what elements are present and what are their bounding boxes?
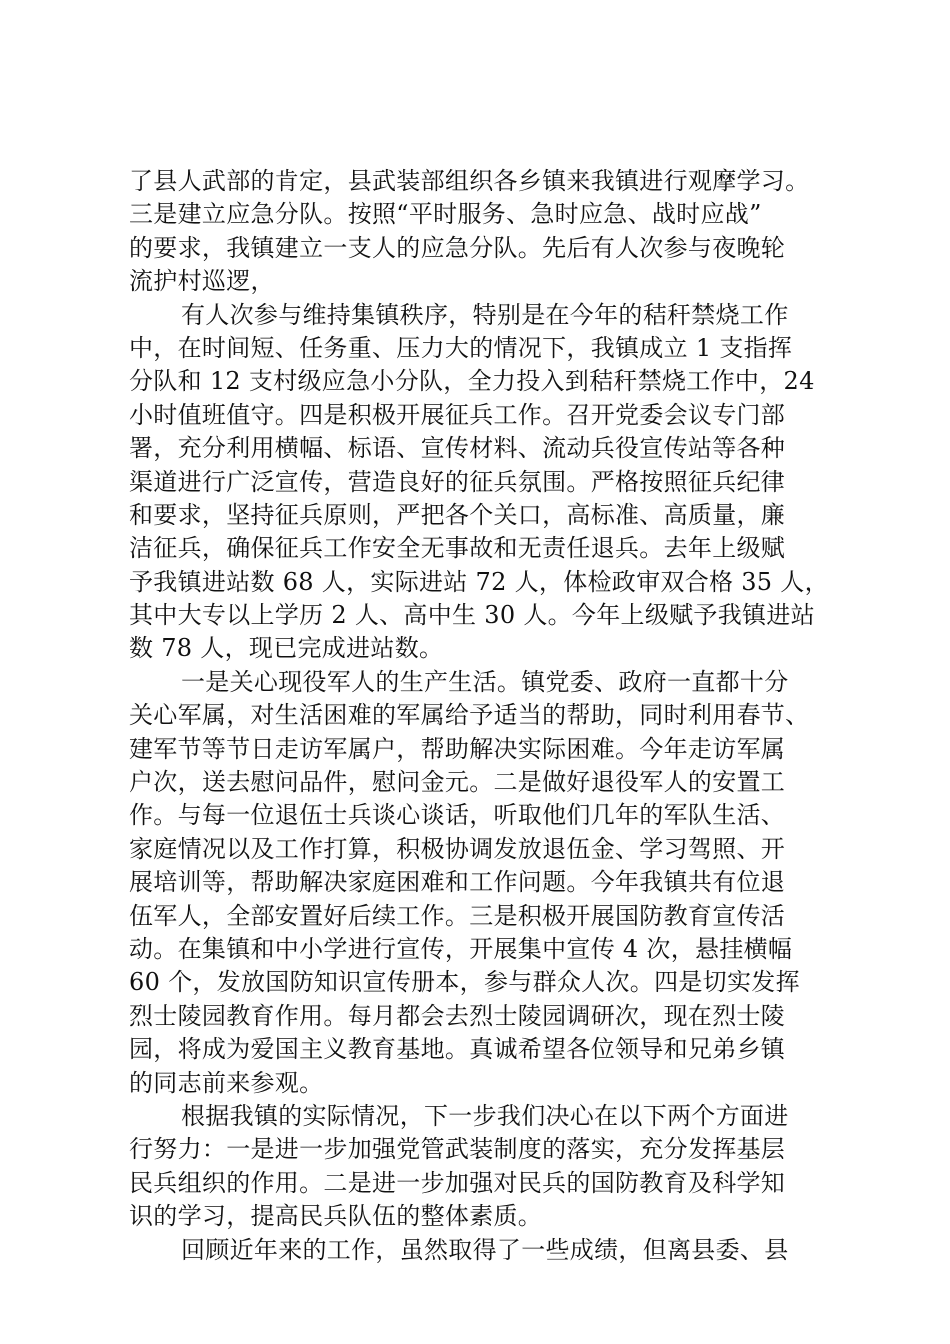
text-line: 分队和 12 支村级应急小分队，全力投入到秸秆禁烧工作中，24 — [129, 367, 815, 396]
paragraph-first-line: 根据我镇的实际情况，下一步我们决心在以下两个方面进 — [181, 1101, 789, 1130]
text-line: 予我镇进站数 68 人，实际进站 72 人，体检政审双合格 35 人， — [129, 567, 829, 596]
text-line: 民兵组织的作用。二是进一步加强对民兵的国防教育及科学知 — [129, 1168, 786, 1197]
paragraph-first-line: 一是关心现役军人的生产生活。镇党委、政府一直都十分 — [181, 667, 789, 696]
text-line: 渠道进行广泛宣传，营造良好的征兵氛围。严格按照征兵纪律 — [129, 467, 786, 496]
text-line: 作。与每一位退伍士兵谈心谈话，听取他们几年的军队生活、 — [129, 801, 786, 830]
text-line: 署，充分利用横幅、标语、宣传材料、流动兵役宣传站等各种 — [129, 434, 786, 463]
text-line: 流护村巡逻， — [129, 267, 275, 296]
paragraph-first-line: 回顾近年来的工作，虽然取得了一些成绩，但离县委、县 — [181, 1235, 789, 1264]
text-line: 关心军属，对生活困难的军属给予适当的帮助，同时利用春节、 — [129, 701, 810, 730]
paragraph-first-line: 有人次参与维持集镇秩序，特别是在今年的秸秆禁烧工作 — [181, 300, 789, 329]
text-line: 其中大专以上学历 2 人、高中生 30 人。今年上级赋予我镇进站 — [129, 601, 815, 630]
text-line: 小时值班值守。四是积极开展征兵工作。召开党委会议专门部 — [129, 400, 786, 429]
text-line: 动。在集镇和中小学进行宣传，开展集中宣传 4 次，悬挂横幅 — [129, 934, 793, 963]
text-line: 中，在时间短、任务重、压力大的情况下，我镇成立 1 支指挥 — [129, 333, 793, 362]
text-line: 展培训等，帮助解决家庭困难和工作问题。今年我镇共有位退 — [129, 868, 786, 897]
text-line: 洁征兵，确保征兵工作安全无事故和无责任退兵。去年上级赋 — [129, 534, 786, 563]
text-line: 数 78 人，现已完成进站数。 — [129, 634, 444, 663]
text-line: 户次，送去慰问品件，慰问金元。二是做好退役军人的安置工 — [129, 768, 786, 797]
text-line: 烈士陵园教育作用。每月都会去烈士陵园调研次，现在烈士陵 — [129, 1001, 786, 1030]
text-line: 的同志前来参观。 — [129, 1068, 324, 1097]
text-line: 和要求，坚持征兵原则，严把各个关口，高标准、高质量，廉 — [129, 500, 786, 529]
text-line: 的要求，我镇建立一支人的应急分队。先后有人次参与夜晚轮 — [129, 233, 786, 262]
document-body-text — [129, 165, 859, 1267]
text-line: 园，将成为爱国主义教育基地。真诚希望各位领导和兄弟乡镇 — [129, 1035, 786, 1064]
text-line: 三是建立应急分队。按照“平时服务、急时应急、战时应战” — [129, 200, 762, 229]
text-line: 了县人武部的肯定，县武装部组织各乡镇来我镇进行观摩学习。 — [129, 167, 810, 195]
text-line: 识的学习，提高民兵队伍的整体素质。 — [129, 1202, 543, 1231]
text-line: 60 个，发放国防知识宣传册本，参与群众人次。四是切实发挥 — [129, 968, 800, 997]
text-line: 家庭情况以及工作打算，积极协调发放退伍金、学习驾照、开 — [129, 834, 786, 863]
text-line: 建军节等节日走访军属户，帮助解决实际困难。今年走访军属 — [129, 734, 786, 763]
text-line: 行努力：一是进一步加强党管武装制度的落实，充分发挥基层 — [129, 1135, 786, 1164]
text-line: 伍军人，全部安置好后续工作。三是积极开展国防教育宣传活 — [129, 901, 786, 930]
